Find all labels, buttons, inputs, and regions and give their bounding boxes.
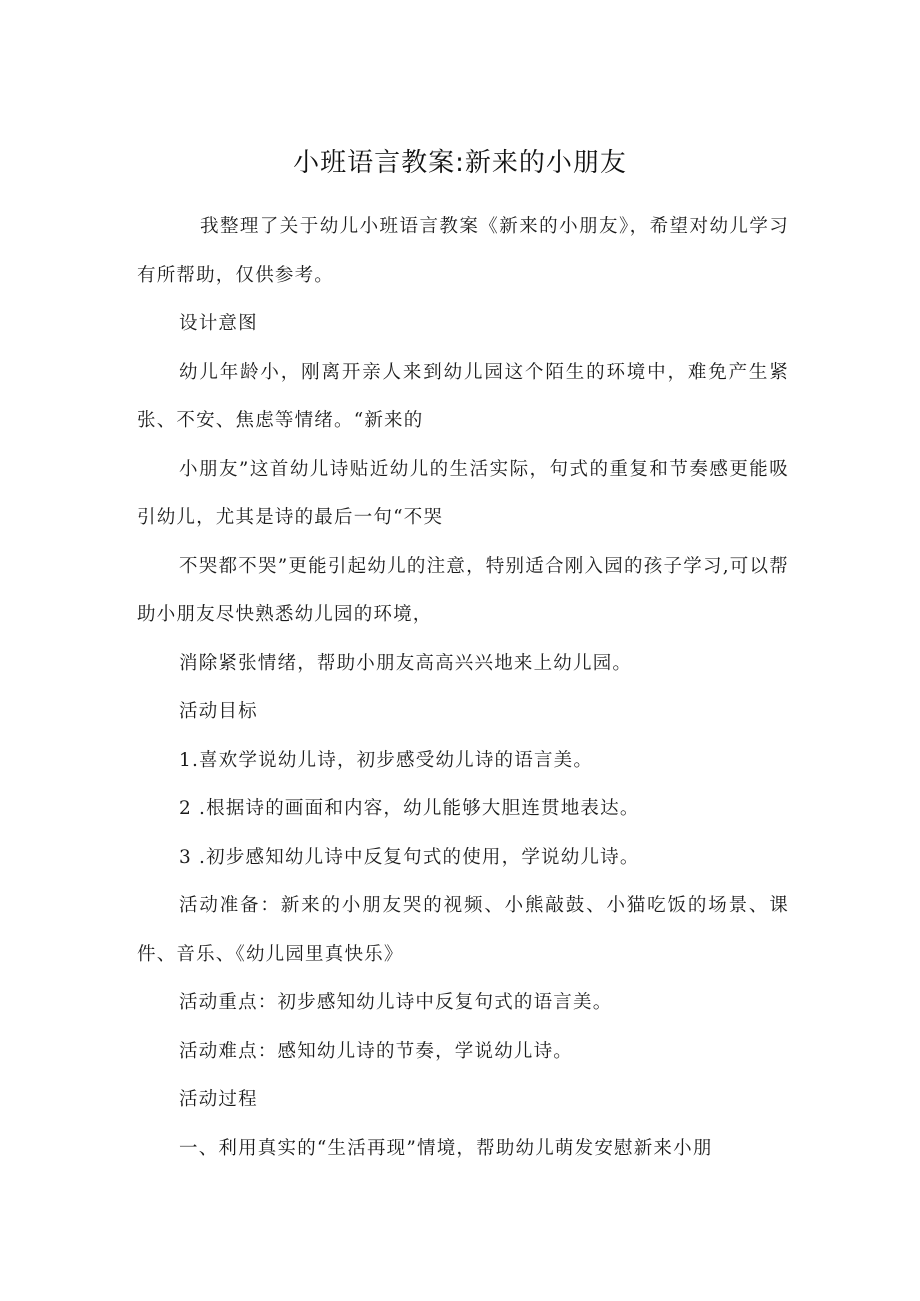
goal-item-1: 1.喜欢学说幼儿诗，初步感受幼儿诗的语言美。 [179, 749, 594, 771]
goal-item-2: 2 .根据诗的画面和内容，幼儿能够大胆连贯地表达。 [179, 798, 640, 819]
design-paragraph-2: 小朋友”这首幼儿诗贴近幼儿的生活实际，句式的重复和节奏感更能吸引幼儿，尤其是诗的最后一句“不哭 [137, 458, 789, 528]
process-step-1: 一、利用真实的“生活再现”情境，帮助幼儿萌发安慰新来小朋 [179, 1137, 713, 1159]
section-heading-goals: 活动目标 [179, 701, 258, 722]
design-paragraph-1: 幼儿年龄小，刚离开亲人来到幼儿园这个陌生的环境中，难免产生紧张、不安、焦虑等情绪。“新来的 [137, 361, 789, 431]
key-point-paragraph: 活动重点：初步感知幼儿诗中反复句式的语言美。 [179, 992, 613, 1013]
intro-paragraph: 我整理了关于幼儿小班语言教案《新来的小朋友》，希望对幼儿学习有所帮助，仅供参考。 [137, 216, 789, 286]
section-heading-design: 设计意图 [179, 313, 258, 334]
design-paragraph-4: 消除紧张情绪，帮助小朋友高高兴兴地来上幼儿园。 [179, 652, 633, 674]
document-body [137, 203, 789, 1173]
design-paragraph-3: 不哭都不哭”更能引起幼儿的注意，特别适合刚入园的孩子学习,可以帮助小朋友尽快熟悉幼儿园的环境， [137, 555, 789, 625]
section-heading-process: 活动过程 [179, 1089, 258, 1110]
document-title: 小班语言教案:新来的小朋友 [293, 148, 627, 178]
goal-item-3: 3 .初步感知幼儿诗中反复句式的使用，学说幼儿诗。 [179, 846, 640, 868]
preparation-paragraph: 活动准备：新来的小朋友哭的视频、小熊敲鼓、小猫吃饭的场景、课件、音乐、《幼儿园里真快乐》 [137, 895, 789, 965]
difficulty-paragraph: 活动难点：感知幼儿诗的节奏，学说幼儿诗。 [179, 1040, 574, 1062]
